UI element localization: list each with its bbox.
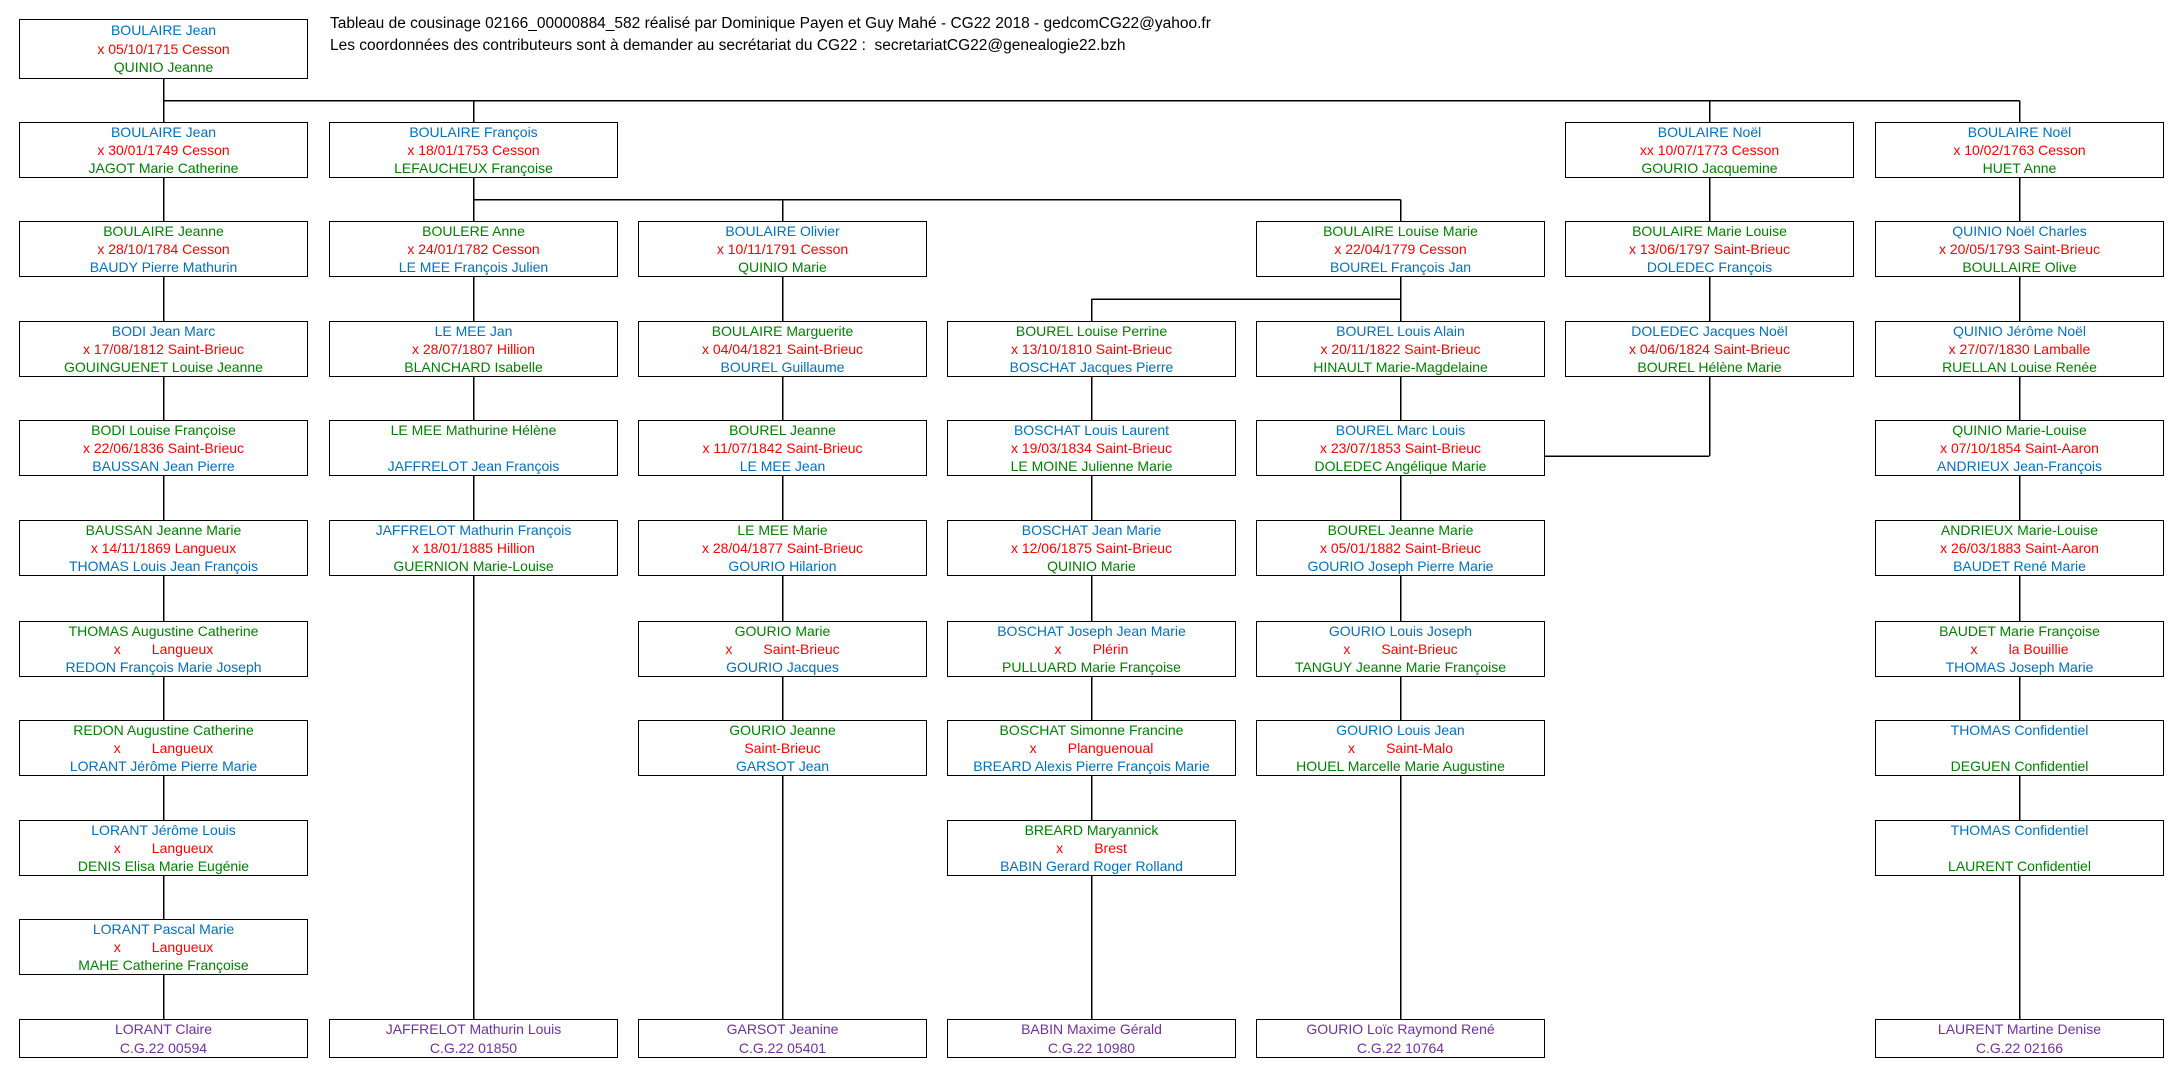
person-name: BREARD Maryannick bbox=[1024, 822, 1159, 838]
person-name: BOUREL Louis Alain bbox=[1336, 323, 1465, 339]
spouse-name: TANGUY Jeanne Marie Françoise bbox=[1294, 659, 1507, 675]
marriage-info: x 07/10/1854 Saint-Aaron bbox=[1940, 440, 2099, 456]
person-name: BAUDET Marie Françoise bbox=[1939, 623, 2100, 639]
person-box bbox=[1875, 420, 2164, 476]
person-name: BOULAIRE Louise Marie bbox=[1323, 223, 1478, 239]
marriage-info: x Planguenoual bbox=[1029, 740, 1154, 756]
person-box bbox=[19, 720, 308, 776]
person-box bbox=[1256, 520, 1545, 576]
cousin-terminal-box bbox=[19, 1019, 308, 1058]
person-name: LAURENT Martine Denise bbox=[1937, 1021, 2102, 1038]
person-name: LORANT Jérôme Louis bbox=[91, 822, 236, 838]
person-name: QUINIO Noël Charles bbox=[1952, 223, 2087, 239]
marriage-info: x 04/04/1821 Saint-Brieuc bbox=[701, 341, 864, 357]
person-name: BOUREL Louise Perrine bbox=[1015, 323, 1168, 339]
person-box bbox=[19, 221, 308, 277]
spouse-name: DOLEDEC François bbox=[1646, 259, 1773, 275]
cg22-member-id: C.G.22 10980 bbox=[1047, 1039, 1136, 1056]
spouse-name: JAGOT Marie Catherine bbox=[88, 160, 239, 176]
person-name: GARSOT Jeanine bbox=[726, 1021, 839, 1038]
person-box bbox=[1256, 720, 1545, 776]
person-box bbox=[1875, 321, 2164, 377]
person-name: DOLEDEC Jacques Noël bbox=[1631, 323, 1788, 339]
person-name: GOURIO Louis Joseph bbox=[1328, 623, 1473, 639]
person-box bbox=[19, 122, 308, 178]
spouse-name: HOUEL Marcelle Marie Augustine bbox=[1296, 758, 1505, 774]
marriage-info: x 19/03/1834 Saint-Brieuc bbox=[1010, 440, 1173, 456]
person-name: BOSCHAT Jean Marie bbox=[1021, 522, 1162, 538]
person-box bbox=[19, 321, 308, 377]
marriage-info: x 04/06/1824 Saint-Brieuc bbox=[1628, 341, 1791, 357]
person-name: BOULAIRE Marguerite bbox=[711, 323, 854, 339]
spouse-name: DENIS Elisa Marie Eugénie bbox=[77, 858, 250, 874]
person-name: BOULAIRE Noël bbox=[1967, 124, 2072, 140]
person-box bbox=[1256, 420, 1545, 476]
marriage-info: x la Bouillie bbox=[1970, 641, 2069, 657]
spouse-name: LE MEE Jean bbox=[739, 458, 826, 474]
cousin-terminal-box bbox=[638, 1019, 927, 1058]
marriage-info: x 22/06/1836 Saint-Brieuc bbox=[82, 440, 245, 456]
person-box bbox=[947, 621, 1236, 677]
marriage-info: x Saint-Brieuc bbox=[1343, 641, 1458, 657]
marriage-info: x 14/11/1869 Langueux bbox=[90, 540, 237, 556]
person-box bbox=[329, 520, 618, 576]
cousin-terminal-box bbox=[1875, 1019, 2164, 1058]
person-name: BABIN Maxime Gérald bbox=[1021, 1021, 1162, 1038]
person-name: LORANT Pascal Marie bbox=[92, 921, 235, 937]
marriage-info: x 27/07/1830 Lamballe bbox=[1948, 341, 2091, 357]
marriage-info: x Langueux bbox=[113, 740, 214, 756]
marriage-info: x 10/02/1763 Cesson bbox=[1953, 142, 2086, 158]
spouse-name: BOUREL François Jan bbox=[1329, 259, 1472, 275]
person-box bbox=[19, 520, 308, 576]
person-box bbox=[329, 122, 618, 178]
spouse-name: BAUSSAN Jean Pierre bbox=[92, 458, 235, 474]
marriage-info bbox=[330, 439, 617, 457]
person-name: LE MEE Mathurine Hélène bbox=[390, 422, 557, 438]
spouse-name: BREARD Alexis Pierre François Marie bbox=[973, 758, 1210, 774]
person-name: BOULAIRE Noël bbox=[1657, 124, 1762, 140]
person-box bbox=[947, 820, 1236, 876]
person-name: LE MEE Marie bbox=[737, 522, 828, 538]
spouse-name: QUINIO Jeanne bbox=[113, 59, 214, 76]
spouse-name: THOMAS Louis Jean François bbox=[68, 558, 259, 574]
person-name: GOURIO Loïc Raymond René bbox=[1306, 1021, 1495, 1038]
person-box bbox=[329, 321, 618, 377]
spouse-name: LE MOINE Julienne Marie bbox=[1010, 458, 1173, 474]
chart-header bbox=[330, 13, 1211, 56]
person-name: BOULAIRE Olivier bbox=[725, 223, 840, 239]
spouse-name: REDON François Marie Joseph bbox=[65, 659, 262, 675]
cg22-member-id: C.G.22 00594 bbox=[119, 1039, 208, 1056]
person-name: BOUREL Marc Louis bbox=[1335, 422, 1466, 438]
spouse-name: GUERNION Marie-Louise bbox=[393, 558, 554, 574]
spouse-name: LEFAUCHEUX Françoise bbox=[394, 160, 553, 176]
person-name: GOURIO Marie bbox=[734, 623, 831, 639]
person-box bbox=[1256, 221, 1545, 277]
spouse-name: BLANCHARD Isabelle bbox=[404, 359, 543, 375]
spouse-name: GOURIO Jacquemine bbox=[1641, 160, 1778, 176]
person-name: JAFFRELOT Mathurin François bbox=[375, 522, 572, 538]
marriage-info: x Plérin bbox=[1054, 641, 1129, 657]
person-name: THOMAS Confidentiel bbox=[1950, 722, 2089, 738]
spouse-name: BOSCHAT Jacques Pierre bbox=[1009, 359, 1174, 375]
person-box bbox=[1875, 221, 2164, 277]
person-name: BOSCHAT Joseph Jean Marie bbox=[997, 623, 1186, 639]
cg22-member-id: C.G.22 02166 bbox=[1975, 1039, 2064, 1056]
person-box bbox=[19, 420, 308, 476]
spouse-name: DEGUEN Confidentiel bbox=[1950, 758, 2089, 774]
person-box bbox=[1875, 520, 2164, 576]
person-box bbox=[329, 420, 618, 476]
person-name: ANDRIEUX Marie-Louise bbox=[1940, 522, 2099, 538]
spouse-name: GOURIO Hilarion bbox=[728, 558, 837, 574]
person-name: BOULERE Anne bbox=[422, 223, 525, 239]
marriage-info bbox=[1876, 839, 2163, 857]
marriage-info: x 28/04/1877 Saint-Brieuc bbox=[701, 540, 864, 556]
marriage-info: x Saint-Brieuc bbox=[725, 641, 840, 657]
person-name: BOULAIRE Marie Louise bbox=[1632, 223, 1787, 239]
person-box bbox=[1875, 621, 2164, 677]
person-box bbox=[947, 321, 1236, 377]
marriage-info: x 30/01/1749 Cesson bbox=[97, 142, 230, 158]
marriage-info: x 20/11/1822 Saint-Brieuc bbox=[1320, 341, 1481, 357]
marriage-info: x Langueux bbox=[113, 840, 214, 856]
person-box bbox=[638, 420, 927, 476]
person-box bbox=[1565, 321, 1854, 377]
marriage-info: x 17/08/1812 Saint-Brieuc bbox=[82, 341, 245, 357]
person-box bbox=[1875, 820, 2164, 876]
spouse-name: THOMAS Joseph Marie bbox=[1945, 659, 2094, 675]
person-box bbox=[638, 321, 927, 377]
spouse-name: GARSOT Jean bbox=[735, 758, 830, 774]
person-box bbox=[1875, 720, 2164, 776]
person-name: BOSCHAT Louis Laurent bbox=[1013, 422, 1170, 438]
marriage-info: x Langueux bbox=[113, 641, 214, 657]
marriage-info: x Saint-Malo bbox=[1347, 740, 1454, 756]
marriage-info: x 24/01/1782 Cesson bbox=[407, 241, 540, 257]
spouse-name: GOUINGUENET Louise Jeanne bbox=[64, 359, 263, 375]
spouse-name: LORANT Jérôme Pierre Marie bbox=[69, 758, 258, 774]
person-box bbox=[19, 621, 308, 677]
spouse-name: LAURENT Confidentiel bbox=[1948, 858, 2091, 874]
marriage-info: x 10/11/1791 Cesson bbox=[716, 241, 849, 257]
marriage-info: x 28/07/1807 Hillion bbox=[412, 341, 535, 357]
person-box bbox=[1256, 321, 1545, 377]
marriage-info: xx 10/07/1773 Cesson bbox=[1639, 142, 1780, 158]
person-name: GOURIO Louis Jean bbox=[1336, 722, 1465, 738]
person-name: JAFFRELOT Mathurin Louis bbox=[385, 1021, 562, 1038]
person-box bbox=[947, 420, 1236, 476]
person-name: LORANT Claire bbox=[115, 1021, 212, 1038]
person-box bbox=[19, 19, 308, 79]
person-box bbox=[19, 820, 308, 876]
person-box bbox=[947, 520, 1236, 576]
person-name: BOULAIRE Jean bbox=[110, 22, 217, 39]
person-name: BOUREL Jeanne Marie bbox=[1327, 522, 1474, 538]
marriage-info: x 05/10/1715 Cesson bbox=[97, 40, 230, 57]
spouse-name: BAUDET René Marie bbox=[1953, 558, 2086, 574]
person-box bbox=[1875, 122, 2164, 178]
spouse-name: QUINIO Marie bbox=[738, 259, 827, 275]
marriage-info: x 18/01/1753 Cesson bbox=[407, 142, 540, 158]
marriage-info: x 26/03/1883 Saint-Aaron bbox=[1940, 540, 2099, 556]
cg22-member-id: C.G.22 01850 bbox=[429, 1039, 518, 1056]
person-name: LE MEE Jan bbox=[434, 323, 513, 339]
spouse-name: QUINIO Marie bbox=[1047, 558, 1136, 574]
person-box bbox=[1565, 221, 1854, 277]
person-name: QUINIO Marie-Louise bbox=[1952, 422, 2087, 438]
spouse-name: PULLUARD Marie Françoise bbox=[1002, 659, 1181, 675]
cg22-member-id: C.G.22 05401 bbox=[738, 1039, 827, 1056]
marriage-info: x Langueux bbox=[113, 939, 214, 955]
person-name: BOUREL Jeanne bbox=[729, 422, 836, 438]
marriage-info bbox=[1876, 739, 2163, 757]
person-box bbox=[638, 520, 927, 576]
chart-subtitle: Les coordonnées des contributeurs sont à demander au secrétariat du CG22 : secretariatCG22@genealogie22.bzh bbox=[330, 36, 1126, 54]
spouse-name: LE MEE François Julien bbox=[398, 259, 549, 275]
spouse-name: BOUREL Hélène Marie bbox=[1637, 359, 1782, 375]
person-box bbox=[638, 720, 927, 776]
marriage-info: x 20/05/1793 Saint-Brieuc bbox=[1938, 241, 2101, 257]
person-name: QUINIO Jérôme Noël bbox=[1952, 323, 2087, 339]
person-name: THOMAS Augustine Catherine bbox=[68, 623, 259, 639]
marriage-info: Saint-Brieuc bbox=[744, 740, 821, 756]
marriage-info: x 05/01/1882 Saint-Brieuc bbox=[1319, 540, 1482, 556]
person-name: THOMAS Confidentiel bbox=[1950, 822, 2089, 838]
person-name: BODI Louise Françoise bbox=[91, 422, 236, 438]
person-box bbox=[638, 621, 927, 677]
spouse-name: MAHE Catherine Françoise bbox=[78, 957, 249, 973]
marriage-info: x 18/01/1885 Hillion bbox=[412, 540, 535, 556]
spouse-name: DOLEDEC Angélique Marie bbox=[1314, 458, 1487, 474]
person-name: BOULAIRE Jeanne bbox=[103, 223, 224, 239]
cousin-terminal-box bbox=[1256, 1019, 1545, 1058]
person-name: REDON Augustine Catherine bbox=[73, 722, 254, 738]
marriage-info: x Brest bbox=[1056, 840, 1127, 856]
person-name: BOULAIRE Jean bbox=[110, 124, 217, 140]
marriage-info: x 28/10/1784 Cesson bbox=[97, 241, 230, 257]
spouse-name: BOULLAIRE Olive bbox=[1962, 259, 2077, 275]
person-box bbox=[1565, 122, 1854, 178]
cg22-member-id: C.G.22 10764 bbox=[1356, 1039, 1445, 1056]
marriage-info: x 13/06/1797 Saint-Brieuc bbox=[1628, 241, 1791, 257]
person-name: BOULAIRE François bbox=[409, 124, 538, 140]
cousin-terminal-box bbox=[947, 1019, 1236, 1058]
person-name: BODI Jean Marc bbox=[111, 323, 216, 339]
person-box bbox=[329, 221, 618, 277]
chart-title: Tableau de cousinage 02166_00000884_582 réalisé par Dominique Payen et Guy Mahé - CG22 2018 - gedcomCG22@yahoo.fr bbox=[330, 15, 1211, 32]
spouse-name: ANDRIEUX Jean-François bbox=[1937, 458, 2102, 474]
person-box bbox=[19, 919, 308, 975]
spouse-name: HUET Anne bbox=[1982, 160, 2057, 176]
marriage-info: x 11/07/1842 Saint-Brieuc bbox=[702, 440, 863, 456]
spouse-name: HINAULT Marie-Magdelaine bbox=[1313, 359, 1488, 375]
spouse-name: GOURIO Jacques bbox=[726, 659, 839, 675]
person-name: BAUSSAN Jeanne Marie bbox=[85, 522, 242, 538]
person-box bbox=[638, 221, 927, 277]
person-box bbox=[947, 720, 1236, 776]
spouse-name: BOUREL Guillaume bbox=[720, 359, 845, 375]
spouse-name: BAUDY Pierre Mathurin bbox=[89, 259, 238, 275]
person-box bbox=[1256, 621, 1545, 677]
spouse-name: JAFFRELOT Jean François bbox=[387, 458, 560, 474]
spouse-name: BABIN Gerard Roger Rolland bbox=[1000, 858, 1183, 874]
marriage-info: x 13/10/1810 Saint-Brieuc bbox=[1010, 341, 1173, 357]
person-name: BOSCHAT Simonne Francine bbox=[999, 722, 1184, 738]
person-name: GOURIO Jeanne bbox=[729, 722, 836, 738]
marriage-info: x 12/06/1875 Saint-Brieuc bbox=[1010, 540, 1173, 556]
marriage-info: x 22/04/1779 Cesson bbox=[1334, 241, 1467, 257]
cousin-terminal-box bbox=[329, 1019, 618, 1058]
marriage-info: x 23/07/1853 Saint-Brieuc bbox=[1319, 440, 1482, 456]
spouse-name: GOURIO Joseph Pierre Marie bbox=[1307, 558, 1494, 574]
spouse-name: RUELLAN Louise Renée bbox=[1942, 359, 2097, 375]
